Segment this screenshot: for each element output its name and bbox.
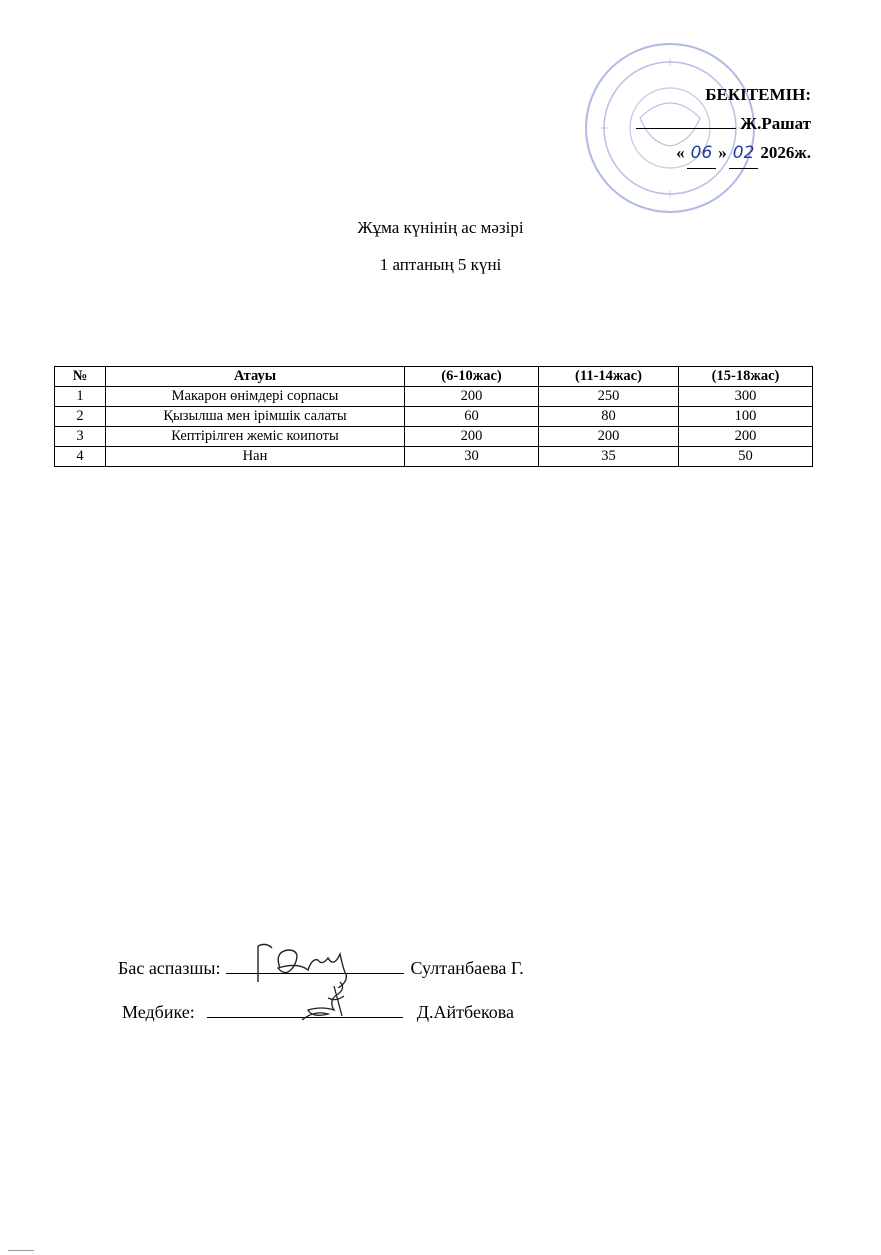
portion-11-14: 200 — [539, 427, 679, 447]
approval-year: 2026ж. — [760, 143, 811, 162]
date-open-quote: « — [676, 143, 685, 162]
portion-15-18: 300 — [679, 387, 813, 407]
row-number: 4 — [55, 447, 106, 467]
page-title: Жұма күнінің ас мәзірі — [357, 218, 524, 237]
portion-6-10: 30 — [405, 447, 539, 467]
approval-date — [636, 138, 811, 169]
chef-label: Бас аспазшы: — [118, 958, 221, 978]
header-age-15-18: (15-18жас) — [679, 367, 813, 387]
row-number: 3 — [55, 427, 106, 447]
portion-11-14: 250 — [539, 387, 679, 407]
table-row — [55, 387, 813, 407]
approval-month: 02 — [729, 139, 759, 169]
portion-15-18: 200 — [679, 427, 813, 447]
portion-6-10: 200 — [405, 427, 539, 447]
portion-11-14: 80 — [539, 407, 679, 427]
dish-name: Нан — [106, 447, 405, 467]
row-number: 1 — [55, 387, 106, 407]
approval-heading: БЕКІТЕМІН: — [705, 85, 811, 104]
chef-name: Султанбаева Г. — [410, 958, 524, 978]
approval-day: 06 — [687, 139, 717, 169]
header-age-11-14: (11-14жас) — [539, 367, 679, 387]
table-row — [55, 447, 813, 467]
page-subtitle: 1 аптаның 5 күні — [379, 255, 502, 274]
dish-name: Макарон өнімдері сорпасы — [106, 387, 405, 407]
table-row — [55, 407, 813, 427]
portion-6-10: 60 — [405, 407, 539, 427]
header-age-6-10: (6-10жас) — [405, 367, 539, 387]
approver-name: Ж.Рашат — [740, 114, 811, 133]
portion-11-14: 35 — [539, 447, 679, 467]
table-header-row — [55, 367, 813, 387]
header-number: № — [55, 367, 106, 387]
menu-table — [54, 366, 813, 467]
portion-15-18: 50 — [679, 447, 813, 467]
row-number: 2 — [55, 407, 106, 427]
portion-15-18: 100 — [679, 407, 813, 427]
dish-name: Қызылша мен ірімшік салаты — [106, 407, 405, 427]
nurse-name: Д.Айтбекова — [416, 1002, 515, 1022]
table-row — [55, 427, 813, 447]
approval-block — [636, 80, 811, 169]
scan-edge-mark — [8, 1250, 34, 1251]
approval-signature-line — [636, 127, 736, 129]
dish-name: Кептірілген жеміс коипоты — [106, 427, 405, 447]
nurse-label: Медбике: — [122, 1002, 195, 1022]
header-name: Атауы — [106, 367, 405, 387]
portion-6-10: 200 — [405, 387, 539, 407]
date-close-quote: » — [718, 143, 727, 162]
nurse-handwritten-signature — [298, 980, 358, 1025]
